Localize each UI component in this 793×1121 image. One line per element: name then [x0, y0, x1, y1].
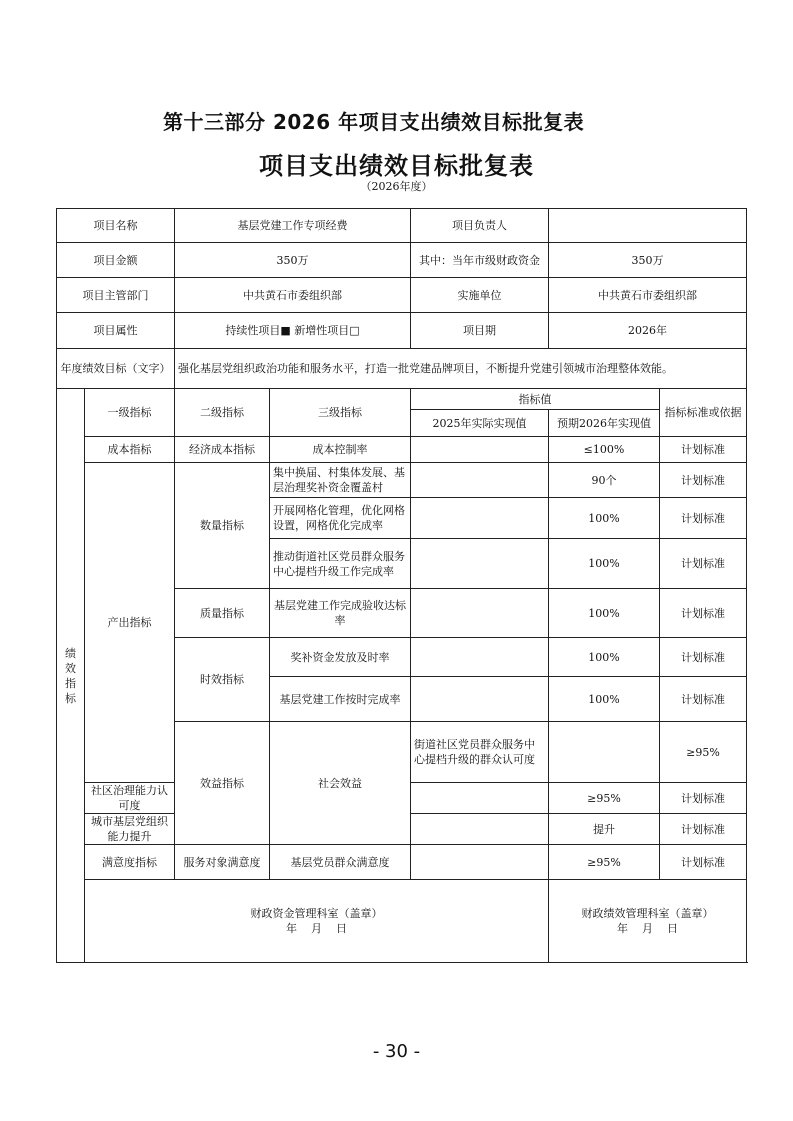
project-name-label: 项目名称: [57, 209, 175, 243]
finance-fund-office-label: 财政资金管理科室（盖章）: [250, 907, 383, 920]
indicator-expected: ≥95%: [549, 845, 660, 880]
indicator-actual: [411, 845, 549, 880]
indicator-header-row-1: [57, 389, 747, 410]
table-row: [57, 845, 747, 880]
date-line-right: 年 月 日: [617, 922, 678, 935]
indicator-standard: 计划标准: [660, 814, 747, 845]
attribute-value: 持续性项目■ 新增性项目□: [175, 313, 411, 349]
period-label: 项目期: [411, 313, 549, 349]
level1-output: 产出指标: [85, 463, 175, 783]
level2-quantity: 数量指标: [175, 463, 270, 589]
head-level3: 三级指标: [270, 389, 411, 437]
table-title: 项目支出绩效目标批复表: [259, 152, 534, 180]
indicator-name: 基层党建工作完成验收达标率: [270, 589, 411, 638]
indicator-actual: [549, 722, 660, 783]
level2-social: 社会效益: [270, 722, 411, 845]
year-note: （2026年度）: [360, 180, 433, 193]
level1-cost: 成本指标: [85, 437, 175, 463]
indicator-standard: 计划标准: [660, 677, 747, 722]
date-line-left: 年 月 日: [286, 922, 347, 935]
head-value-group: 指标值: [411, 389, 660, 410]
level1-satisfaction: 满意度指标: [85, 845, 175, 880]
annual-goal-label: 年度绩效目标（文字）: [57, 349, 175, 389]
indicator-expected: 90个: [549, 463, 660, 498]
indicator-expected: 100%: [549, 539, 660, 589]
row-attribute: [57, 313, 747, 349]
indicator-actual: [411, 677, 549, 722]
table-row: [57, 463, 747, 498]
indicator-standard: 计划标准: [660, 589, 747, 638]
city-funds-value: 350万: [549, 243, 747, 278]
indicator-name: 集中换届、村集体发展、基层治理奖补资金覆盖村: [270, 463, 411, 498]
period-value: 2026年: [549, 313, 747, 349]
indicator-standard: 计划标准: [660, 845, 747, 880]
indicator-name: 开展网格化管理，优化网格设置，网格优化完成率: [270, 498, 411, 539]
indicator-name: 奖补资金发放及时率: [270, 638, 411, 677]
level2-quality: 质量指标: [175, 589, 270, 638]
level1-benefit: 效益指标: [175, 722, 270, 845]
section-title: 第十三部分 2026 年项目支出绩效目标批复表: [163, 110, 585, 134]
signature-left: [85, 880, 549, 963]
indicator-standard: 计划标准: [660, 498, 747, 539]
head-level1: 一级指标: [85, 389, 175, 437]
head-standard: 指标标准或依据: [660, 389, 747, 437]
indicator-standard: 计划标准: [660, 783, 747, 814]
indicator-expected: ≤100%: [549, 437, 660, 463]
indicator-expected: 提升: [549, 814, 660, 845]
row-amount: [57, 243, 747, 278]
indicator-standard: 计划标准: [660, 463, 747, 498]
indicator-actual: [411, 638, 549, 677]
indicator-name: 推动街道社区党员群众服务中心提档升级工作完成率: [270, 539, 411, 589]
level2-time: 时效指标: [175, 638, 270, 722]
indicator-name: 基层党建工作按时完成率: [270, 677, 411, 722]
indicator-name: 街道社区党员群众服务中心提档升级的群众认可度: [411, 722, 549, 783]
annual-goal-text: 强化基层党组织政治功能和服务水平，打造一批党建品牌项目，不断提升党建引领城市治理整体效能。: [175, 349, 747, 389]
row-project-name: [57, 209, 747, 243]
amount-label: 项目金额: [57, 243, 175, 278]
finance-performance-office-label: 财政绩效管理科室（盖章）: [581, 907, 714, 920]
indicator-expected: 100%: [549, 498, 660, 539]
indicator-actual: [411, 498, 549, 539]
indicator-expected: 100%: [549, 589, 660, 638]
indicator-name: 基层党员群众满意度: [270, 845, 411, 880]
indicator-name: 社区治理能力认可度: [85, 783, 175, 814]
head-level2: 二级指标: [175, 389, 270, 437]
head-actual-2025: 2025年实际实现值: [411, 410, 549, 437]
indicator-actual: [411, 814, 549, 845]
page-number: - 30 -: [372, 1041, 421, 1062]
signature-right: [549, 880, 747, 963]
project-name-value: 基层党建工作专项经费: [175, 209, 411, 243]
indicator-standard: 计划标准: [660, 437, 747, 463]
indicator-expected: 100%: [549, 677, 660, 722]
indicators-side-label: [57, 389, 85, 963]
leader-label: 项目负责人: [411, 209, 549, 243]
row-department: [57, 278, 747, 313]
level2-service: 服务对象满意度: [175, 845, 270, 880]
attribute-label: 项目属性: [57, 313, 175, 349]
indicator-expected: ≥95%: [549, 783, 660, 814]
amount-value: 350万: [175, 243, 411, 278]
leader-value: [549, 209, 747, 243]
head-expected-2026: 预期2026年实现值: [549, 410, 660, 437]
city-funds-label: 其中：当年市级财政资金: [411, 243, 549, 278]
implementing-unit-label: 实施单位: [411, 278, 549, 313]
signature-row: [57, 880, 747, 963]
performance-target-table: [56, 208, 747, 963]
level2-cost: 经济成本指标: [175, 437, 270, 463]
indicator-actual: [411, 539, 549, 589]
indicator-actual: [411, 463, 549, 498]
indicator-actual: [411, 589, 549, 638]
indicator-expected: ≥95%: [660, 722, 747, 783]
implementing-unit-value: 中共黄石市委组织部: [549, 278, 747, 313]
indicator-standard: 计划标准: [660, 638, 747, 677]
indicator-standard: 计划标准: [660, 539, 747, 589]
indicator-actual: [411, 437, 549, 463]
indicator-name: 成本控制率: [270, 437, 411, 463]
indicator-expected: 100%: [549, 638, 660, 677]
indicator-actual: [411, 783, 549, 814]
indicator-name: 城市基层党组织能力提升: [85, 814, 175, 845]
department-label: 项目主管部门: [57, 278, 175, 313]
indicators-side-text: 绩效指标: [65, 646, 76, 705]
table-row: [57, 437, 747, 463]
department-value: 中共黄石市委组织部: [175, 278, 411, 313]
row-annual-goal: [57, 349, 747, 389]
